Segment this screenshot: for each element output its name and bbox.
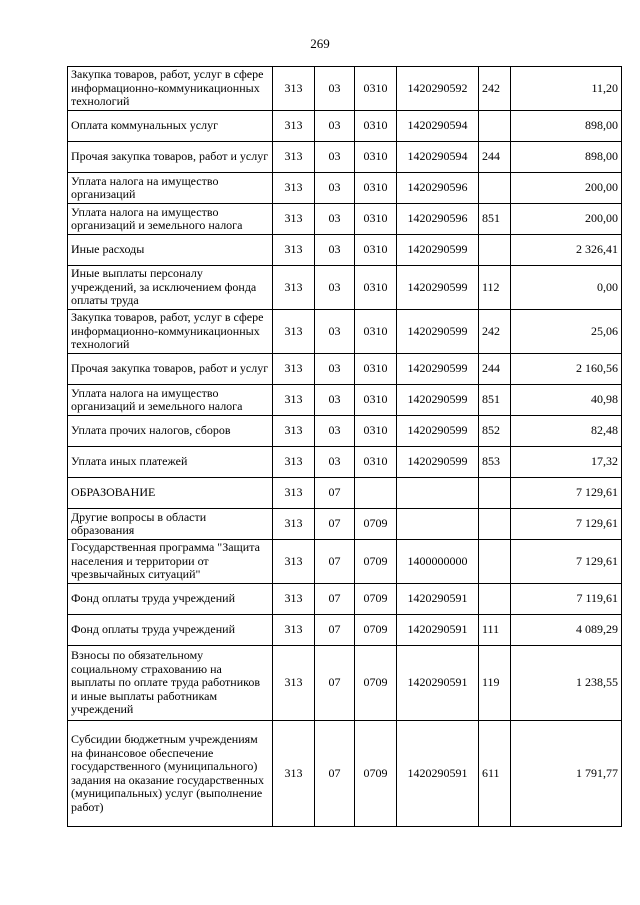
row-amount-cell: 1 791,77 — [511, 721, 622, 827]
table-row — [68, 142, 622, 173]
row-ministry-code-cell: 313 — [273, 111, 315, 142]
row-expense-type-cell: 853 — [479, 447, 511, 478]
row-amount-cell: 4 089,29 — [511, 615, 622, 646]
row-target-article-cell — [397, 478, 479, 509]
table-row — [68, 584, 622, 615]
row-expense-type-cell: 244 — [479, 354, 511, 385]
row-target-article-cell: 1420290599 — [397, 354, 479, 385]
table-row — [68, 385, 622, 416]
table-row — [68, 310, 622, 354]
page-number: 269 — [310, 36, 330, 51]
row-name-cell: Иные расходы — [68, 235, 273, 266]
row-section-cell: 07 — [315, 540, 355, 584]
row-name-cell: Уплата налога на имущество организаций и земельного налога — [68, 385, 273, 416]
row-target-article-cell: 1420290594 — [397, 111, 479, 142]
row-ministry-code-cell: 313 — [273, 416, 315, 447]
row-ministry-code-cell: 313 — [273, 266, 315, 310]
table-row — [68, 235, 622, 266]
row-expense-type-cell: 119 — [479, 646, 511, 721]
row-section-cell: 07 — [315, 615, 355, 646]
row-target-article-cell: 1420290591 — [397, 721, 479, 827]
row-amount-cell: 82,48 — [511, 416, 622, 447]
row-section-cell: 03 — [315, 354, 355, 385]
row-ministry-code-cell: 313 — [273, 721, 315, 827]
row-ministry-code-cell: 313 — [273, 235, 315, 266]
table-row — [68, 721, 622, 827]
row-target-article-cell: 1420290591 — [397, 615, 479, 646]
row-target-article-cell: 1420290599 — [397, 385, 479, 416]
row-target-article-cell: 1420290596 — [397, 204, 479, 235]
row-expense-type-cell: 851 — [479, 204, 511, 235]
row-amount-cell: 200,00 — [511, 204, 622, 235]
row-subsection-cell: 0310 — [355, 173, 397, 204]
row-name-cell: Закупка товаров, работ, услуг в сфере информационно-коммуникационных технологий — [68, 310, 273, 354]
row-expense-type-cell — [479, 509, 511, 540]
row-ministry-code-cell: 313 — [273, 142, 315, 173]
row-target-article-cell: 1420290599 — [397, 235, 479, 266]
row-name-cell: Государственная программа "Защита населения и территории от чрезвычайных ситуаций" — [68, 540, 273, 584]
row-ministry-code-cell: 313 — [273, 354, 315, 385]
row-target-article-cell — [397, 509, 479, 540]
row-ministry-code-cell: 313 — [273, 540, 315, 584]
row-target-article-cell: 1420290599 — [397, 310, 479, 354]
row-expense-type-cell — [479, 540, 511, 584]
row-subsection-cell: 0310 — [355, 142, 397, 173]
row-ministry-code-cell: 313 — [273, 385, 315, 416]
row-subsection-cell: 0310 — [355, 354, 397, 385]
row-section-cell: 03 — [315, 142, 355, 173]
row-subsection-cell: 0709 — [355, 509, 397, 540]
row-amount-cell: 7 129,61 — [511, 540, 622, 584]
row-name-cell: Прочая закупка товаров, работ и услуг — [68, 142, 273, 173]
row-amount-cell: 2 160,56 — [511, 354, 622, 385]
row-section-cell: 03 — [315, 67, 355, 111]
row-expense-type-cell: 242 — [479, 67, 511, 111]
row-section-cell: 03 — [315, 266, 355, 310]
row-target-article-cell: 1400000000 — [397, 540, 479, 584]
table-row — [68, 173, 622, 204]
row-target-article-cell: 1420290596 — [397, 173, 479, 204]
row-amount-cell: 7 129,61 — [511, 478, 622, 509]
row-subsection-cell: 0310 — [355, 385, 397, 416]
budget-table — [67, 66, 622, 827]
row-ministry-code-cell: 313 — [273, 173, 315, 204]
table-row — [68, 447, 622, 478]
row-target-article-cell: 1420290591 — [397, 646, 479, 721]
row-section-cell: 07 — [315, 721, 355, 827]
row-amount-cell: 0,00 — [511, 266, 622, 310]
row-expense-type-cell: 611 — [479, 721, 511, 827]
row-amount-cell: 11,20 — [511, 67, 622, 111]
row-subsection-cell — [355, 478, 397, 509]
table-row — [68, 416, 622, 447]
row-subsection-cell: 0310 — [355, 447, 397, 478]
row-amount-cell: 17,32 — [511, 447, 622, 478]
table-row — [68, 478, 622, 509]
row-ministry-code-cell: 313 — [273, 509, 315, 540]
row-expense-type-cell — [479, 235, 511, 266]
row-subsection-cell: 0310 — [355, 310, 397, 354]
row-name-cell: Субсидии бюджетным учреждениям на финансовое обеспечение государственного (муниципального) задания на оказание государственных (муниципальных) услуг (выполнение работ) — [68, 721, 273, 827]
row-section-cell: 03 — [315, 310, 355, 354]
row-subsection-cell: 0709 — [355, 615, 397, 646]
row-ministry-code-cell: 313 — [273, 478, 315, 509]
row-section-cell: 03 — [315, 385, 355, 416]
row-ministry-code-cell: 313 — [273, 615, 315, 646]
row-amount-cell: 898,00 — [511, 142, 622, 173]
row-section-cell: 03 — [315, 447, 355, 478]
row-target-article-cell: 1420290591 — [397, 584, 479, 615]
row-expense-type-cell: 852 — [479, 416, 511, 447]
row-subsection-cell: 0709 — [355, 646, 397, 721]
row-expense-type-cell: 242 — [479, 310, 511, 354]
row-target-article-cell: 1420290599 — [397, 266, 479, 310]
row-subsection-cell: 0310 — [355, 235, 397, 266]
row-ministry-code-cell: 313 — [273, 67, 315, 111]
row-expense-type-cell — [479, 111, 511, 142]
row-name-cell: Прочая закупка товаров, работ и услуг — [68, 354, 273, 385]
row-name-cell: Закупка товаров, работ, услуг в сфере информационно-коммуникационных технологий — [68, 67, 273, 111]
row-expense-type-cell: 851 — [479, 385, 511, 416]
row-section-cell: 07 — [315, 584, 355, 615]
row-amount-cell: 898,00 — [511, 111, 622, 142]
row-expense-type-cell — [479, 584, 511, 615]
row-ministry-code-cell: 313 — [273, 447, 315, 478]
row-name-cell: Другие вопросы в области образования — [68, 509, 273, 540]
table-row — [68, 266, 622, 310]
row-expense-type-cell: 244 — [479, 142, 511, 173]
row-ministry-code-cell: 313 — [273, 646, 315, 721]
row-expense-type-cell — [479, 173, 511, 204]
row-ministry-code-cell: 313 — [273, 584, 315, 615]
row-section-cell: 07 — [315, 478, 355, 509]
row-section-cell: 07 — [315, 509, 355, 540]
row-name-cell: Фонд оплаты труда учреждений — [68, 584, 273, 615]
row-target-article-cell: 1420290599 — [397, 416, 479, 447]
row-section-cell: 03 — [315, 235, 355, 266]
row-amount-cell: 2 326,41 — [511, 235, 622, 266]
row-section-cell: 03 — [315, 416, 355, 447]
row-name-cell: ОБРАЗОВАНИЕ — [68, 478, 273, 509]
row-amount-cell: 200,00 — [511, 173, 622, 204]
row-name-cell: Уплата иных платежей — [68, 447, 273, 478]
row-section-cell: 03 — [315, 173, 355, 204]
row-subsection-cell: 0310 — [355, 67, 397, 111]
row-amount-cell: 7 119,61 — [511, 584, 622, 615]
row-section-cell: 03 — [315, 204, 355, 235]
row-name-cell: Уплата налога на имущество организаций и земельного налога — [68, 204, 273, 235]
row-subsection-cell: 0709 — [355, 721, 397, 827]
row-expense-type-cell: 112 — [479, 266, 511, 310]
row-expense-type-cell — [479, 478, 511, 509]
row-name-cell: Взносы по обязательному социальному страхованию на выплаты по оплате труда работников и иные выплаты работникам учреждений — [68, 646, 273, 721]
row-target-article-cell: 1420290592 — [397, 67, 479, 111]
table-row — [68, 646, 622, 721]
row-name-cell: Оплата коммунальных услуг — [68, 111, 273, 142]
row-name-cell: Уплата прочих налогов, сборов — [68, 416, 273, 447]
table-row — [68, 354, 622, 385]
table-row — [68, 111, 622, 142]
row-amount-cell: 25,06 — [511, 310, 622, 354]
row-ministry-code-cell: 313 — [273, 310, 315, 354]
table-row — [68, 540, 622, 584]
row-section-cell: 03 — [315, 111, 355, 142]
row-ministry-code-cell: 313 — [273, 204, 315, 235]
row-amount-cell: 40,98 — [511, 385, 622, 416]
row-name-cell: Уплата налога на имущество организаций — [68, 173, 273, 204]
row-name-cell: Иные выплаты персоналу учреждений, за исключением фонда оплаты труда — [68, 266, 273, 310]
table-row — [68, 67, 622, 111]
row-target-article-cell: 1420290599 — [397, 447, 479, 478]
row-subsection-cell: 0709 — [355, 540, 397, 584]
table-row — [68, 204, 622, 235]
row-target-article-cell: 1420290594 — [397, 142, 479, 173]
row-name-cell: Фонд оплаты труда учреждений — [68, 615, 273, 646]
table-row — [68, 509, 622, 540]
row-amount-cell: 7 129,61 — [511, 509, 622, 540]
row-subsection-cell: 0709 — [355, 584, 397, 615]
row-subsection-cell: 0310 — [355, 111, 397, 142]
row-amount-cell: 1 238,55 — [511, 646, 622, 721]
row-subsection-cell: 0310 — [355, 266, 397, 310]
row-section-cell: 07 — [315, 646, 355, 721]
row-subsection-cell: 0310 — [355, 416, 397, 447]
row-subsection-cell: 0310 — [355, 204, 397, 235]
table-row — [68, 615, 622, 646]
row-expense-type-cell: 111 — [479, 615, 511, 646]
